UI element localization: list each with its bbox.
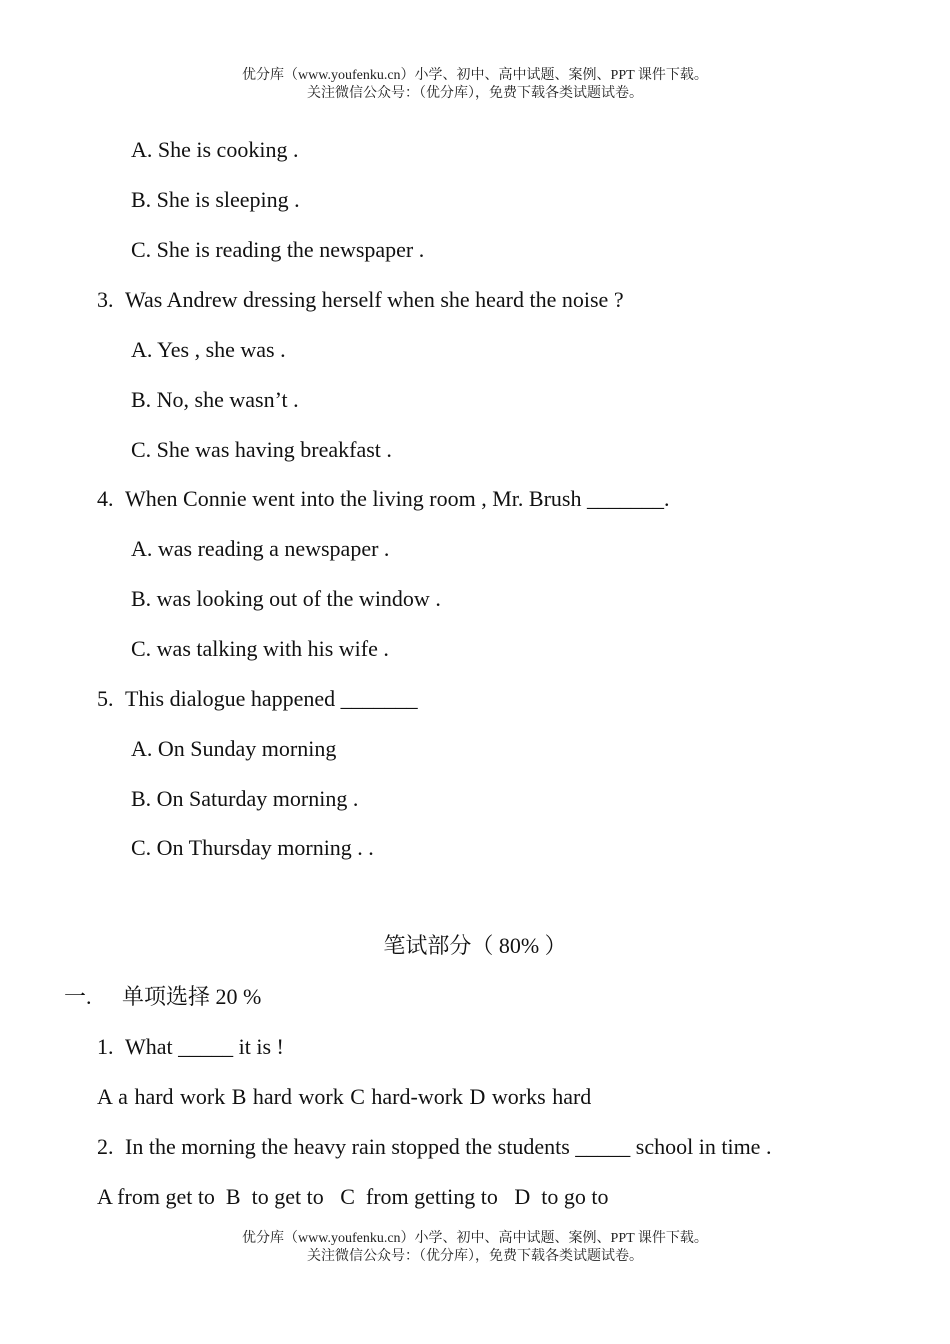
q2-option-c: C. She is reading the newspaper . [131,237,425,262]
written-question-1 [97,1034,284,1060]
written-q1-options: A a hard work B hard work C hard-work D works hard [97,1084,592,1109]
question-text: Was Andrew dressing herself when she heard the noise ? [125,287,624,312]
written-question-2 [97,1134,771,1160]
q5-option-a: A. On Sunday morning [131,736,337,761]
q4-option-a: A. was reading a newspaper . [131,536,390,561]
q4-option-c: C. was talking with his wife . [131,636,389,661]
written-section-title: 笔试部分（ 80% ） [383,933,567,958]
q5-option-b: B. On Saturday morning . [131,786,359,811]
page-footer [0,1230,950,1266]
question-number: 4. [97,486,114,511]
header-line-2: 关注微信公众号：（优分库），免费下载各类试题试卷。 [307,86,643,101]
question-number: 1. [97,1034,114,1059]
question-text: In the morning the heavy rain stopped the students _____ school in time . [125,1134,772,1159]
footer-line-2: 关注微信公众号：（优分库），免费下载各类试题试卷。 [307,1249,643,1264]
question-number: 3. [97,287,114,312]
q4-option-b: B. was looking out of the window . [131,586,441,611]
q2-option-b: B. She is sleeping . [131,187,300,212]
question-number: 5. [97,686,114,711]
q3-option-a: A. Yes , she was . [131,337,286,362]
q2-option-a: A. She is cooking . [131,137,299,162]
page-header [0,67,950,103]
section-number: 一. [64,984,92,1009]
section-title: 单项选择 20 % [122,984,262,1009]
written-q2-options: A from get to B to get to C from getting to D to go to [97,1184,609,1209]
question-5 [97,686,418,712]
footer-line-1: 优分库（www.youfenku.cn）小学、初中、高中试题、案例、PPT 课件下载。 [242,1231,708,1246]
question-text: What _____ it is ! [125,1034,284,1059]
header-line-1: 优分库（www.youfenku.cn）小学、初中、高中试题、案例、PPT 课件下载。 [242,68,708,83]
question-number: 2. [97,1134,114,1159]
q5-option-c: C. On Thursday morning . . [131,835,374,860]
question-text: This dialogue happened _______ [125,686,418,711]
question-text: When Connie went into the living room , Mr. Brush _______. [125,486,670,511]
question-3 [97,287,624,313]
question-4 [97,486,669,512]
q3-option-c: C. She was having breakfast . [131,437,392,462]
section-1-heading [64,984,261,1010]
q3-option-b: B. No, she wasn’t . [131,387,299,412]
